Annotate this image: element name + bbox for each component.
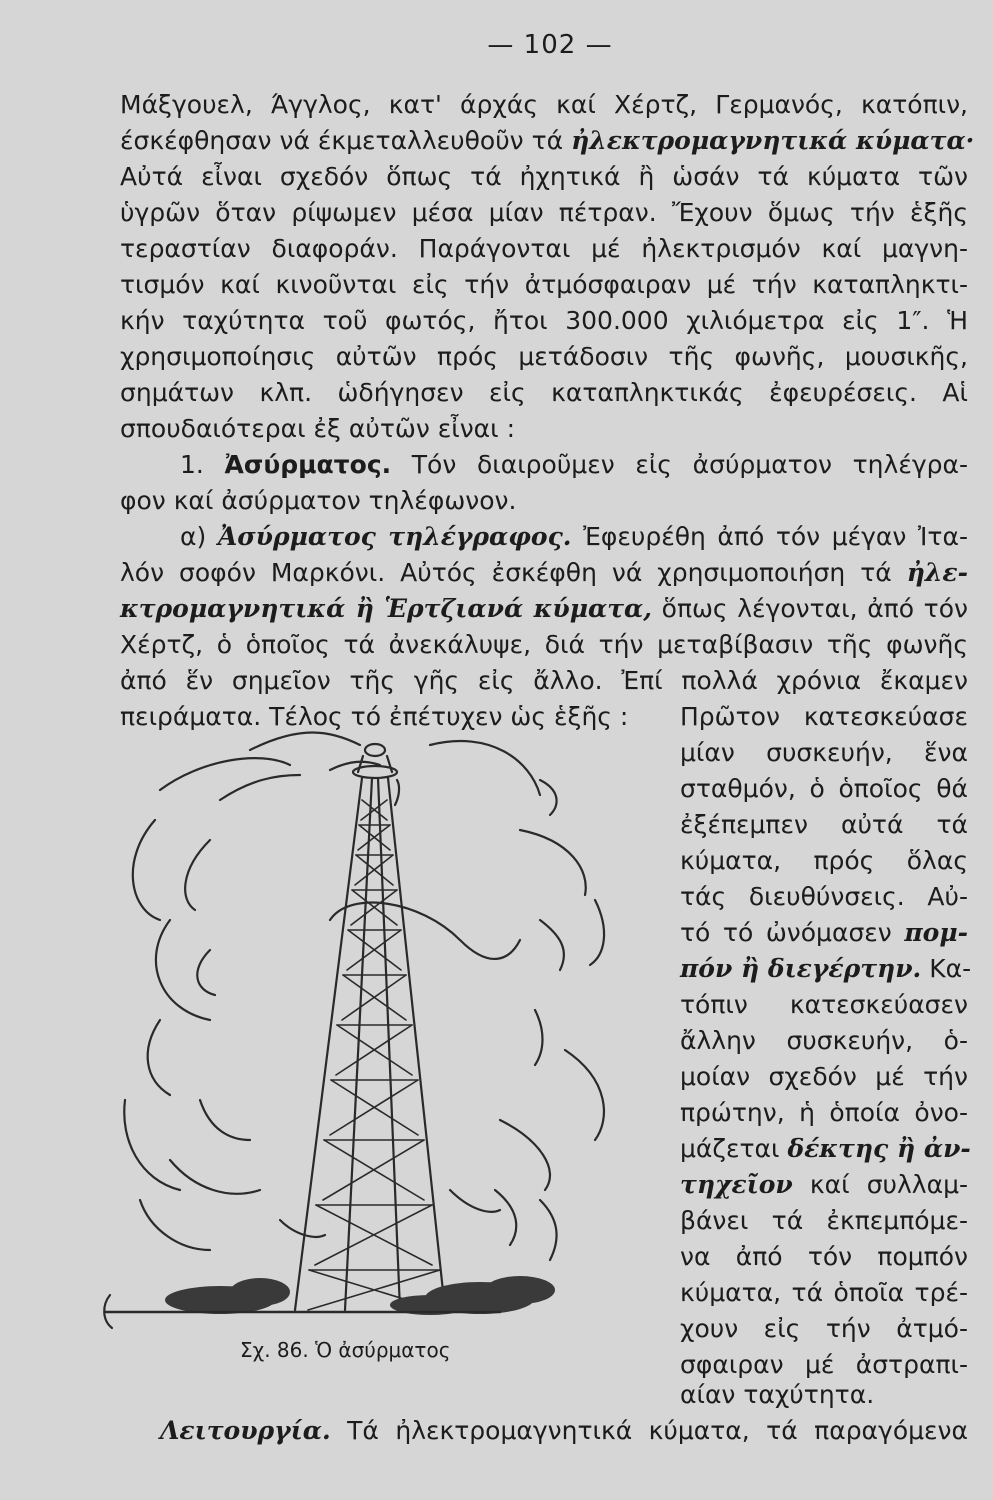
text-line: Αὐτά εἶναι σχεδόν ὅπως τά ἠχητικά ἢ ὡσάν τά κύματα τῶν <box>120 162 968 191</box>
antenna-top <box>365 744 385 756</box>
text-span: καί συλλαμ- <box>792 1170 968 1199</box>
column-line: βάνει τά ἐκπεμπόμε- <box>680 1206 968 1235</box>
wave-arc <box>156 920 210 1020</box>
column-line: τόπιν κατεσκεύασεν <box>680 990 968 1019</box>
text-line: ἀπό ἕν σημεῖον τῆς γῆς εἰς ἄλλο. Ἐπί πολλά χρόνια ἔκαμεν <box>120 666 968 695</box>
wave-arc <box>430 741 540 795</box>
text-span: έσκέφθησαν νά έκμεταλλευθοῦν τά <box>120 126 572 155</box>
text-line: χρησιμοποίησις αὐτῶν πρός μετάδοσιν τῆς φωνῆς, μουσικῆς, <box>120 342 968 371</box>
column-line: ἐξέπεμπεν αὐτά τά <box>680 810 968 839</box>
wave-arc <box>495 1190 516 1245</box>
wave-arc <box>280 1220 325 1237</box>
wave-arc <box>250 733 360 751</box>
text-line <box>160 1414 968 1448</box>
column-line <box>680 916 968 950</box>
column-line: Πρῶτον κατεσκεύασε <box>680 702 968 731</box>
text-line: σπουδαιότεραι ἐξ αὐτῶν εἶναι : <box>120 414 515 443</box>
wave-arc <box>197 950 215 995</box>
wave-arc <box>500 1120 550 1190</box>
column-line: κύματα, πρός ὅλας <box>680 846 968 875</box>
wave-arc <box>133 820 160 920</box>
wave-arc <box>565 1050 604 1140</box>
emphasis-text: πόν ἢ διεγέρτην. <box>680 954 922 983</box>
text-span: Τόν διαιροῦμεν εἰς ἀσύρματον τηλέγρα- <box>391 450 968 479</box>
item-number: α) <box>180 522 207 551</box>
item-number: 1. <box>180 450 204 479</box>
text-line <box>120 556 968 590</box>
text-span: λόν σοφόν Μαρκόνι. Αὐτός ἐσκέφθη νά χρησιμοποιήση τά <box>120 558 907 587</box>
text-line: Μάξγουελ, Άγγλος, κατ' άρχάς καί Χέρτζ, Γερμανός, κατόπιν, <box>120 90 968 119</box>
text-line: τισμόν καί κινοῦνται εἰς τήν ἀτμόσφαιραν μέ τήν καταπληκτι- <box>120 270 968 299</box>
text-span: Κα- <box>921 954 972 983</box>
column-line: χουν εἰς τήν ἀτμό- <box>680 1314 968 1343</box>
wave-arc <box>200 1100 250 1140</box>
text-span: ὅπως λέγονται, ἀπό τόν <box>652 594 968 623</box>
item-heading: Ἀσύρματος. <box>224 450 392 479</box>
ground-shrubs <box>165 1276 555 1315</box>
item-heading: Ἀσύρματος τηλέγραφος. <box>217 522 572 551</box>
emphasis-text: πομ- <box>904 918 968 947</box>
column-line: να ἀπό τόν πομπόν <box>680 1242 968 1271</box>
wave-arc <box>590 900 604 965</box>
column-line: μίαν συσκευήν, ἕνα <box>680 738 968 767</box>
wave-arc <box>535 1010 543 1065</box>
text-line: σημάτων κλπ. ὡδήγησεν εἰς καταπληκτικάς ἐφευρέσεις. Αἱ <box>120 378 968 407</box>
list-item <box>180 520 968 554</box>
wave-arc <box>540 780 557 815</box>
emphasis-text: κτρομαγνητικά ἢ Ἑρτζιανά κύματα, <box>120 594 652 623</box>
text-line: τεραστίαν διαφοράν. Παράγονται μέ ἠλεκτρισμόν καί μαγνη- <box>120 234 968 263</box>
page-number: — 102 — <box>487 30 613 60</box>
text-span: Τά ἠλεκτρομαγνητικά κύματα, τά παραγόμενα <box>330 1416 968 1445</box>
text-line: Χέρτζ, ὁ ὁποῖος τά ἀνεκάλυψε, διά τήν μεταβίβασιν τῆς φωνῆς <box>120 630 968 659</box>
wave-arc <box>160 758 290 790</box>
wave-arc <box>540 920 564 970</box>
section-heading: Λειτουργία. <box>160 1416 331 1445</box>
emphasis-text: τηχεῖον <box>680 1170 793 1199</box>
emphasis-text: ἠλε- <box>906 558 968 587</box>
wave-arc <box>170 1160 260 1194</box>
text-line <box>120 592 968 626</box>
text-line <box>120 124 975 158</box>
wave-arc <box>148 1020 170 1095</box>
radio-tower-illustration <box>100 720 630 1332</box>
column-line: ἄλλην συσκευήν, ὁ- <box>680 1026 968 1055</box>
column-line <box>680 952 972 986</box>
text-line: φον καί ἀσύρματον τηλέφωνον. <box>120 486 517 515</box>
column-line: πρώτην, ἡ ὁποία ὀνο- <box>680 1098 968 1127</box>
text-span: Ἐφευρέθη ἀπό τόν μέγαν Ἰτα- <box>571 522 968 551</box>
text-span: μάζεται <box>680 1134 788 1163</box>
wave-arc <box>540 1200 557 1260</box>
wave-arc <box>220 775 300 800</box>
wave-arc <box>124 1100 180 1190</box>
column-line: κύματα, τά ὁποῖα τρέ- <box>680 1278 968 1307</box>
tower-leg <box>295 778 362 1310</box>
column-line: τάς διευθύνσεις. Αὐ- <box>680 882 968 911</box>
wave-arc <box>395 780 399 805</box>
emphasis-text: δέκτης ἢ ἀν- <box>787 1134 971 1163</box>
text-span: τό τό ὠνόμασεν <box>680 918 905 947</box>
emphasis-text: ἠλεκτρομαγνητικά κύματα· <box>571 126 975 155</box>
list-item <box>180 448 968 482</box>
wave-arc <box>450 1190 500 1212</box>
figure-caption: Σχ. 86. Ὁ ἀσύρματος <box>240 1338 451 1362</box>
wave-arc <box>185 840 210 910</box>
column-line: σφαιραν μέ ἀστραπι- <box>680 1350 968 1379</box>
wave-arc <box>140 1200 210 1250</box>
column-line <box>680 1132 971 1166</box>
text-line: κήν ταχύτητα τοῦ φωτός, ἤτοι 300.000 χιλιόμετρα εἰς 1″. Ἡ <box>120 306 968 335</box>
column-line: μοίαν σχεδόν μέ τήν <box>680 1062 968 1091</box>
column-line: αίαν ταχύτητα. <box>680 1380 875 1409</box>
wave-arc <box>520 830 586 895</box>
text-line: πειράματα. Τέλος τό ἐπέτυχεν ὡς ἑξῆς : <box>120 702 629 731</box>
column-line <box>680 1168 968 1202</box>
text-line: ὑγρῶν ὅταν ρίψωμεν μέσα μίαν πέτραν. Ἔχουν ὅμως τήν ἑξῆς <box>120 198 968 227</box>
column-line: σταθμόν, ὁ ὁποῖος θά <box>680 774 968 803</box>
